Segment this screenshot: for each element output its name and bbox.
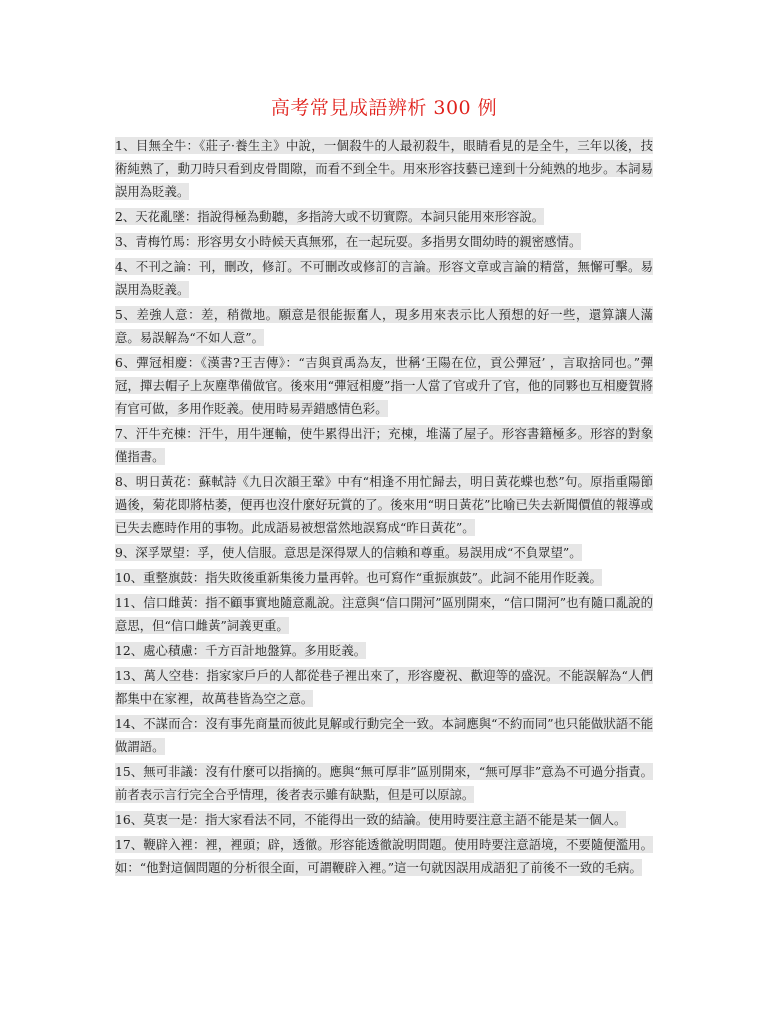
- list-item: [115, 303, 653, 349]
- entry-text: 7、汗牛充棟：汗牛，用牛運輸，使牛累得出汗；充棟，堆滿了屋子。形容書籍極多。形容的對象僅指書。: [115, 426, 653, 464]
- entry-text: 16、莫衷一是：指大家看法不同，不能得出一致的結論。使用時要注意主語不能是某一個人。: [115, 812, 627, 827]
- entry-list: [115, 134, 653, 879]
- list-item: [115, 422, 653, 468]
- entry-text: 2、天花亂墜：指說得極為動聽，多指誇大或不切實際。本詞只能用來形容說。: [115, 209, 545, 224]
- list-item: [115, 833, 653, 879]
- list-item: [115, 255, 653, 301]
- entry-text: 4、不刊之論：刊，刪改，修訂。不可刪改或修訂的言論。形容文章或言論的精當，無懈可擊。易誤用為貶義。: [115, 259, 653, 297]
- list-item: [115, 591, 653, 637]
- list-item: [115, 639, 653, 662]
- list-item: [115, 566, 653, 589]
- list-item: [115, 541, 653, 564]
- entry-text: 15、無可非議：沒有什麼可以指摘的。應與“無可厚非”區別開來，“無可厚非”意為不可過分指責。前者表示言行完全合乎情理，後者表示雖有缺點，但是可以原諒。: [115, 764, 653, 802]
- entry-text: 8、明日黃花：蘇軾詩《九日次韻王鞏》中有“相逢不用忙歸去，明日黃花蝶也愁”句。原指重陽節過後，菊花即將枯萎，便再也沒什麼好玩賞的了。後來用“明日黃花”比喻已失去新聞價值的報導或已失去應時作用的事物。此成語易被想當然地誤寫成“昨日黃花”。: [115, 474, 653, 535]
- entry-text: 17、鞭辟入裡：裡，裡頭；辟，透徹。形容能透徹說明問題。使用時要注意語境，不要隨便濫用。如：“他對這個問題的分析很全面，可謂鞭辟入裡。”這一句就因誤用成語犯了前後不一致的毛病。: [115, 837, 653, 875]
- entry-text: 1、目無全牛：《莊子·養生主》中說，一個殺牛的人最初殺牛，眼睛看見的是全牛，三年以後，技術純熟了，動刀時只看到皮骨間隙，而看不到全牛。用來形容技藝已達到十分純熟的地步。本詞易誤用為貶義。: [115, 138, 653, 199]
- entry-text: 12、處心積慮：千方百計地盤算。多用貶義。: [115, 643, 367, 658]
- entry-text: 5、差強人意：差，稍微地。願意是很能振奮人，現多用來表示比人預想的好一些，還算讓人滿意。易誤解為“不如人意”。: [115, 307, 653, 345]
- entry-text: 13、萬人空巷：指家家戶戶的人都從巷子裡出來了，形容慶祝、歡迎等的盛況。不能誤解為“人們都集中在家裡，故萬巷皆為空之意。: [115, 668, 653, 706]
- list-item: [115, 134, 653, 203]
- page-title: 高考常見成語辨析 300 例: [270, 97, 498, 119]
- list-item: [115, 351, 653, 420]
- list-item: [115, 470, 653, 539]
- entry-text: 9、深孚眾望：孚，使人信服。意思是深得眾人的信賴和尊重。易誤用成“不負眾望”。: [115, 545, 582, 560]
- entry-text: 14、不謀而合：沒有事先商量而彼此見解或行動完全一致。本詞應與“不約而同”也只能做狀語不能做謂語。: [115, 716, 653, 754]
- entry-text: 6、彈冠相慶：《漢書?王吉傳》：“吉與貢禹為友，世稱‘王陽在位，貢公彈冠’ ，言取捨同也。”彈冠，撣去帽子上灰塵準備做官。後來用“彈冠相慶”指一人當了官或升了官，他的同夥也互相慶賀將有官可做，多用作貶義。使用時易弄錯感情色彩。: [115, 355, 653, 416]
- list-item: [115, 205, 653, 228]
- list-item: [115, 664, 653, 710]
- entry-text: 3、青梅竹馬：形容男女小時候天真無邪，在一起玩耍。多指男女間幼時的親密感情。: [115, 234, 582, 249]
- list-item: [115, 230, 653, 253]
- entry-text: 10、重整旗鼓：指失敗後重新集後力量再幹。也可寫作“重振旗鼓”。此詞不能用作貶義。: [115, 570, 602, 585]
- entry-text: 11、信口雌黃：指不顧事實地隨意亂說。注意與“信口開河”區別開來，“信口開河”也有隨口亂說的意思，但“信口雌黃”詞義更重。: [115, 595, 653, 633]
- list-item: [115, 808, 653, 831]
- list-item: [115, 712, 653, 758]
- list-item: [115, 760, 653, 806]
